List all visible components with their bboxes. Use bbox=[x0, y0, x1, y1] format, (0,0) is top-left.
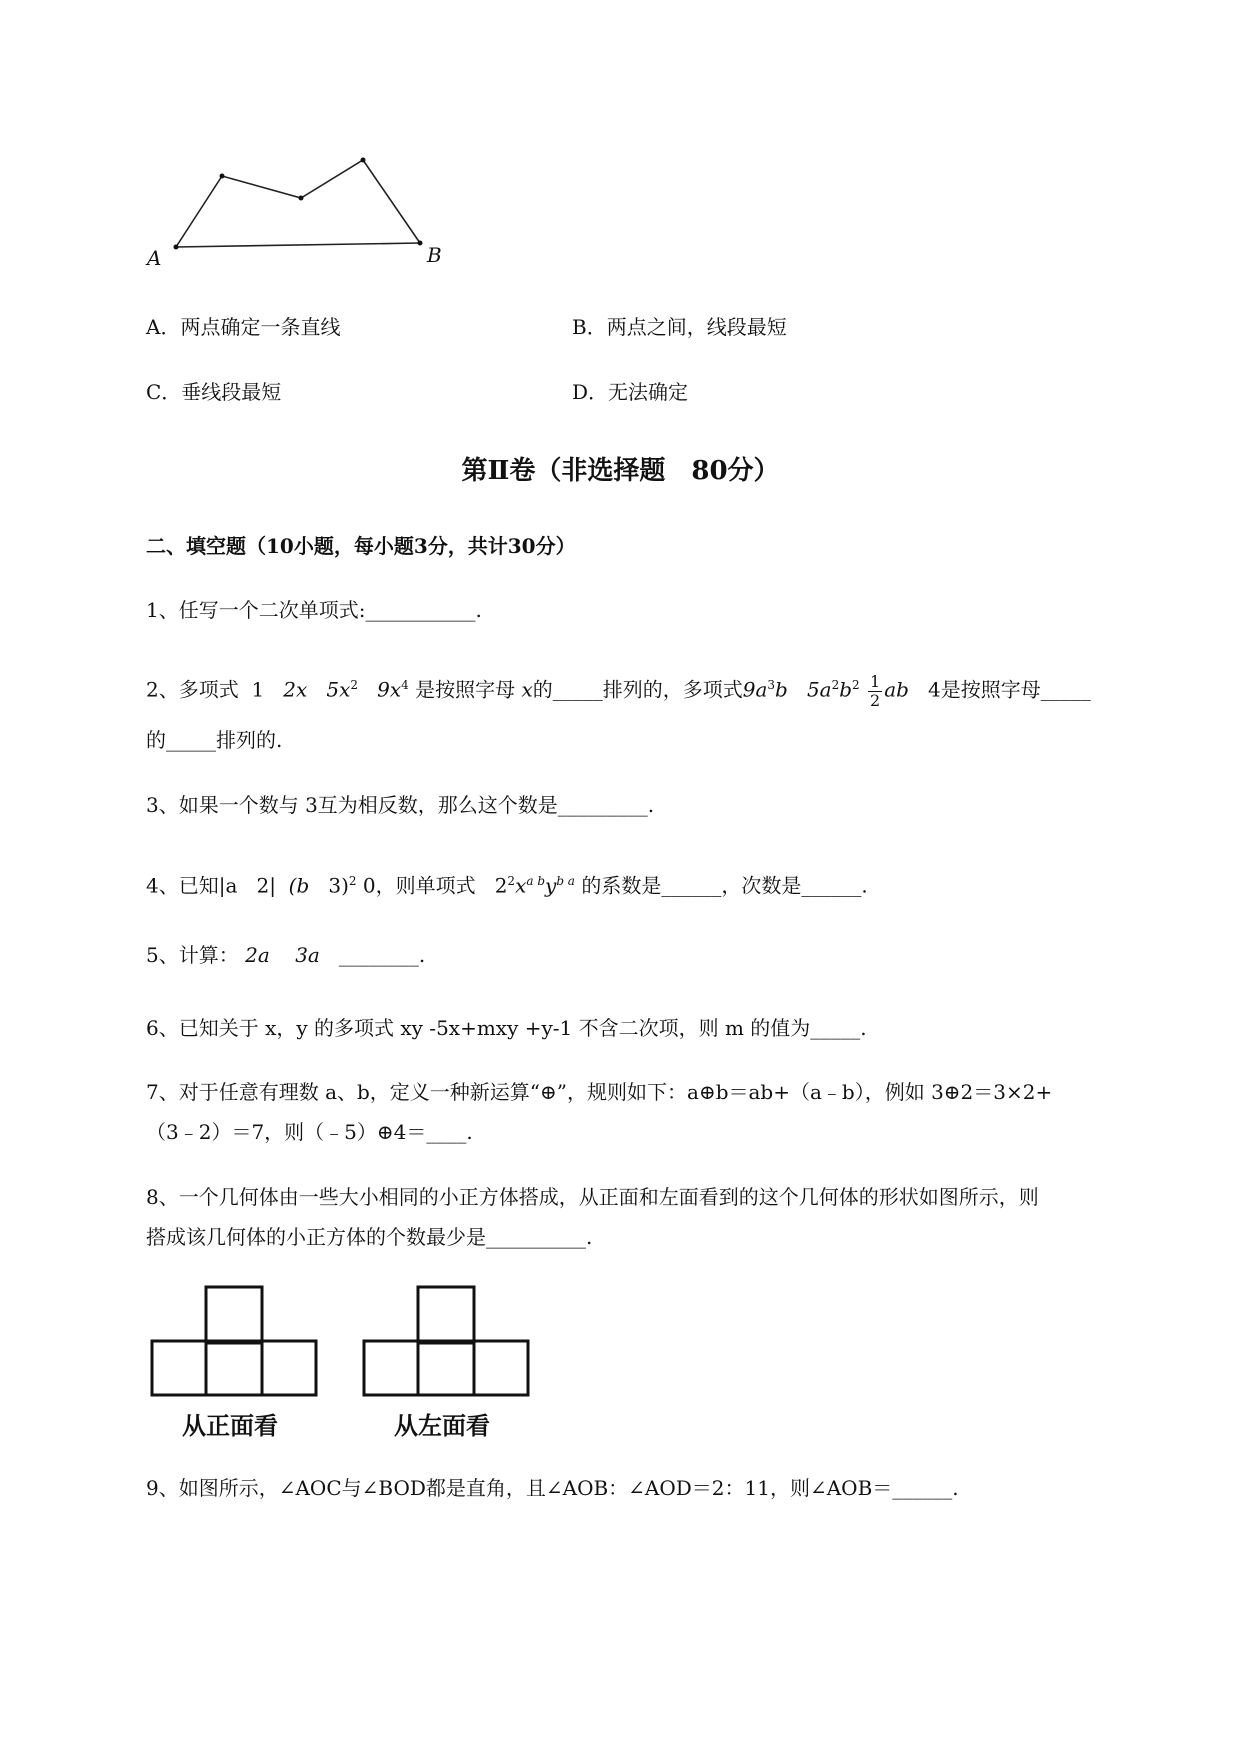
q4-text: 4、已知|a bbox=[146, 873, 238, 898]
option-b: B．两点之间，线段最短 bbox=[572, 315, 787, 339]
q4-term: x bbox=[515, 873, 527, 898]
q2-text: 是按照字母_____ bbox=[940, 677, 1091, 702]
question-6: 6、已知关于 x，y 的多项式 xy -5x+mxy +y-1 不含二次项，则 m 的值为_____. bbox=[146, 1016, 867, 1040]
question-5 bbox=[146, 940, 425, 970]
q4-text: 3) bbox=[328, 873, 349, 898]
point-a-label: A bbox=[147, 246, 162, 270]
question-3: 3、如果一个数与 3互为相反数，那么这个数是_________. bbox=[146, 793, 655, 817]
q2-prefix: 2、多项式 bbox=[146, 677, 239, 702]
q4-exp: b a bbox=[556, 874, 575, 888]
q4-term: 2 bbox=[494, 873, 508, 898]
q2-term: 5x bbox=[326, 677, 351, 702]
q2-exp: 2 bbox=[852, 678, 860, 692]
path-figure bbox=[140, 150, 460, 270]
q2-fraction bbox=[868, 673, 882, 710]
q2-term: 9a bbox=[742, 677, 768, 702]
q4-text: 2| bbox=[256, 873, 276, 898]
q4-exp: 2 bbox=[348, 874, 357, 888]
option-c: C．垂线段最短 bbox=[146, 380, 282, 404]
q2-term: 2x bbox=[283, 677, 308, 702]
q2-term: 5a bbox=[806, 677, 832, 702]
q5-text: ________. bbox=[338, 943, 426, 967]
option-a: A．两点确定一条直线 bbox=[146, 315, 341, 339]
q4-exp: a b bbox=[526, 874, 545, 888]
q2-term: ab bbox=[884, 677, 909, 702]
section-title: 第Ⅱ卷（非选择题 80分） bbox=[461, 456, 780, 486]
front-view-figure bbox=[150, 1285, 320, 1397]
option-d: D．无法确定 bbox=[572, 380, 689, 404]
q2-exp: 3 bbox=[767, 678, 776, 692]
question-2-line2: 的_____排列的. bbox=[146, 728, 283, 752]
q2-term: 9x bbox=[377, 677, 402, 702]
q2-frac-num: 1 bbox=[870, 671, 881, 691]
question-1: 1、任写一个二次单项式:___________. bbox=[146, 598, 482, 622]
q2-var: x bbox=[521, 677, 533, 702]
q2-term: b bbox=[775, 677, 788, 702]
q4-text: (b bbox=[288, 873, 310, 898]
q2-term: 4 bbox=[928, 677, 941, 702]
q2-text: 的_____排列的，多项式 bbox=[532, 677, 743, 702]
question-7-line1: 7、对于任意有理数 a、b，定义一种新运算“⊕”，规则如下：a⊕b＝ab+（a﹣b），例如 3⊕2＝3×2+ bbox=[146, 1080, 1053, 1104]
q5-term: 2a bbox=[245, 943, 270, 967]
point-b-label: B bbox=[427, 243, 442, 267]
question-9: 9、如图所示，∠AOC与∠BOD都是直角，且∠AOB：∠AOD＝2：11，则∠AOB＝______. bbox=[146, 1476, 959, 1500]
q4-text: 0，则单项式 bbox=[362, 873, 476, 898]
question-8-line1: 8、一个几何体由一些大小相同的小正方体搭成，从正面和左面看到的这个几何体的形状如图所示，则 bbox=[146, 1185, 1039, 1209]
q4-exp: 2 bbox=[507, 874, 516, 888]
q2-term: 1 bbox=[251, 677, 265, 702]
q2-exp: 2 bbox=[831, 678, 840, 692]
question-4 bbox=[146, 866, 868, 901]
q2-frac-den: 2 bbox=[870, 690, 881, 710]
front-view-label: 从正面看 bbox=[182, 1412, 278, 1440]
question-2 bbox=[146, 670, 1091, 710]
q2-term: b bbox=[839, 677, 853, 702]
question-7-line2: （3﹣2）＝7，则（﹣5）⊕4＝____. bbox=[146, 1120, 473, 1144]
q5-term: 3a bbox=[295, 943, 320, 967]
q2-text: 是按照字母 bbox=[415, 677, 516, 702]
left-view-label: 从左面看 bbox=[394, 1412, 490, 1440]
q2-exp: 2 bbox=[350, 678, 359, 692]
q5-text: 5、计算： bbox=[146, 943, 239, 967]
q4-term: y bbox=[545, 873, 557, 898]
left-view-figure bbox=[362, 1285, 532, 1397]
q4-text: 的系数是______，次数是______. bbox=[581, 873, 868, 898]
part-title: 二、填空题（10小题，每小题3分，共计30分） bbox=[146, 534, 576, 558]
q2-exp: 4 bbox=[401, 678, 409, 692]
question-8-line2: 搭成该几何体的小正方体的个数最少是__________. bbox=[146, 1225, 593, 1249]
